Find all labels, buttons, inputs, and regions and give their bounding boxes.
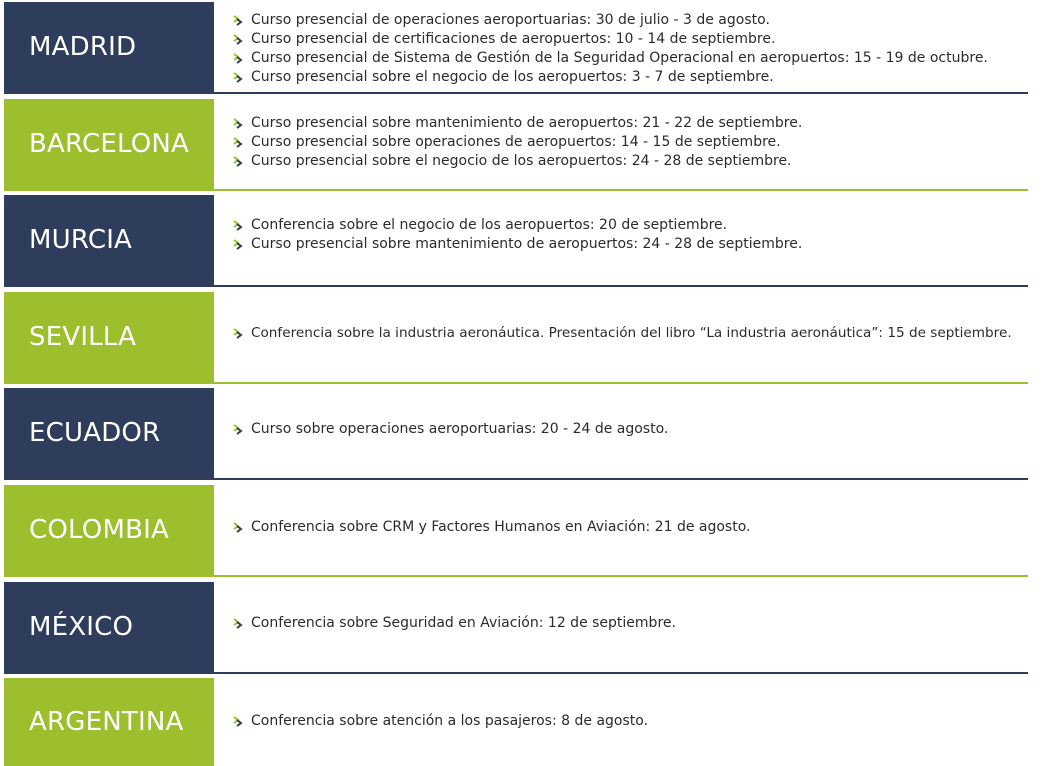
- event-list: [232, 582, 1028, 672]
- event-list: [232, 292, 1028, 382]
- list-item: [232, 132, 1028, 151]
- list-item: [232, 613, 1028, 632]
- event-text: Curso presencial sobre mantenimiento de aeropuertos: 24 - 28 de septiembre.: [251, 235, 803, 252]
- list-item: [232, 29, 1028, 48]
- chevron-double-icon: [232, 33, 244, 45]
- chevron-double-icon: [232, 117, 244, 129]
- city-label: COLOMBIA: [4, 485, 214, 575]
- list-item: [232, 113, 1028, 132]
- chevron-double-icon: [232, 71, 244, 83]
- event-text: Curso presencial sobre el negocio de los aeropuertos: 24 - 28 de septiembre.: [251, 152, 792, 169]
- event-text: Curso presencial sobre mantenimiento de aeropuertos: 21 - 22 de septiembre.: [251, 114, 803, 131]
- event-text: Curso presencial sobre el negocio de los aeropuertos: 3 - 7 de septiembre.: [251, 68, 774, 85]
- chevron-double-icon: [232, 238, 244, 250]
- event-text: Curso presencial de Sistema de Gestión de la Seguridad Operacional en aeropuertos: 15 - 19 de octubre.: [251, 49, 988, 66]
- city-label: ECUADOR: [4, 388, 214, 478]
- event-list: [232, 388, 1028, 478]
- chevron-double-icon: [232, 155, 244, 167]
- city-label: MÉXICO: [4, 582, 214, 672]
- list-item: [232, 215, 1028, 234]
- event-text: Conferencia sobre atención a los pasajeros: 8 de agosto.: [251, 712, 649, 729]
- city-label: SEVILLA: [4, 292, 214, 382]
- chevron-double-icon: [232, 521, 244, 533]
- event-text: Curso sobre operaciones aeroportuarias: 20 - 24 de agosto.: [251, 420, 669, 437]
- city-label: BARCELONA: [4, 99, 214, 189]
- list-item: [232, 67, 1028, 86]
- chevron-double-icon: [232, 136, 244, 148]
- list-item: [232, 711, 1028, 730]
- event-text: Conferencia sobre Seguridad en Aviación: 12 de septiembre.: [251, 614, 676, 631]
- list-item: [232, 323, 1028, 342]
- list-item: [232, 419, 1028, 438]
- section-mexico: [4, 582, 1028, 674]
- event-text: Curso presencial de operaciones aeroportuarias: 30 de julio - 3 de agosto.: [251, 11, 770, 28]
- chevron-double-icon: [232, 617, 244, 629]
- event-text: Curso presencial de certificaciones de aeropuertos: 10 - 14 de septiembre.: [251, 30, 776, 47]
- list-item: [232, 234, 1028, 253]
- chevron-double-icon: [232, 715, 244, 727]
- section-ecuador: [4, 388, 1028, 480]
- event-list: [232, 678, 1028, 766]
- city-label: ARGENTINA: [4, 678, 214, 766]
- chevron-double-icon: [232, 14, 244, 26]
- event-list: [232, 99, 1028, 189]
- chevron-double-icon: [232, 423, 244, 435]
- section-murcia: [4, 195, 1028, 287]
- list-item: [232, 151, 1028, 170]
- city-label: MADRID: [4, 2, 214, 92]
- event-text: Curso presencial sobre operaciones de aeropuertos: 14 - 15 de septiembre.: [251, 133, 781, 150]
- section-barcelona: [4, 99, 1028, 191]
- event-text: Conferencia sobre CRM y Factores Humanos en Aviación: 21 de agosto.: [251, 518, 751, 535]
- list-item: [232, 48, 1028, 67]
- city-label: MURCIA: [4, 195, 214, 285]
- chevron-double-icon: [232, 52, 244, 64]
- section-madrid: [4, 2, 1028, 94]
- chevron-double-icon: [232, 219, 244, 231]
- list-item: [232, 517, 1028, 536]
- list-item: [232, 10, 1028, 29]
- section-argentina: [4, 678, 1028, 766]
- event-list: [232, 485, 1028, 575]
- event-text: Conferencia sobre el negocio de los aeropuertos: 20 de septiembre.: [251, 216, 728, 233]
- event-list: [232, 2, 1028, 92]
- event-list: [232, 195, 1028, 285]
- section-colombia: [4, 485, 1028, 577]
- section-sevilla: [4, 292, 1028, 384]
- event-text: Conferencia sobre la industria aeronáutica. Presentación del libro “La industria aeronáutica”: 15 de septiembre.: [251, 324, 1012, 341]
- chevron-double-icon: [232, 327, 244, 339]
